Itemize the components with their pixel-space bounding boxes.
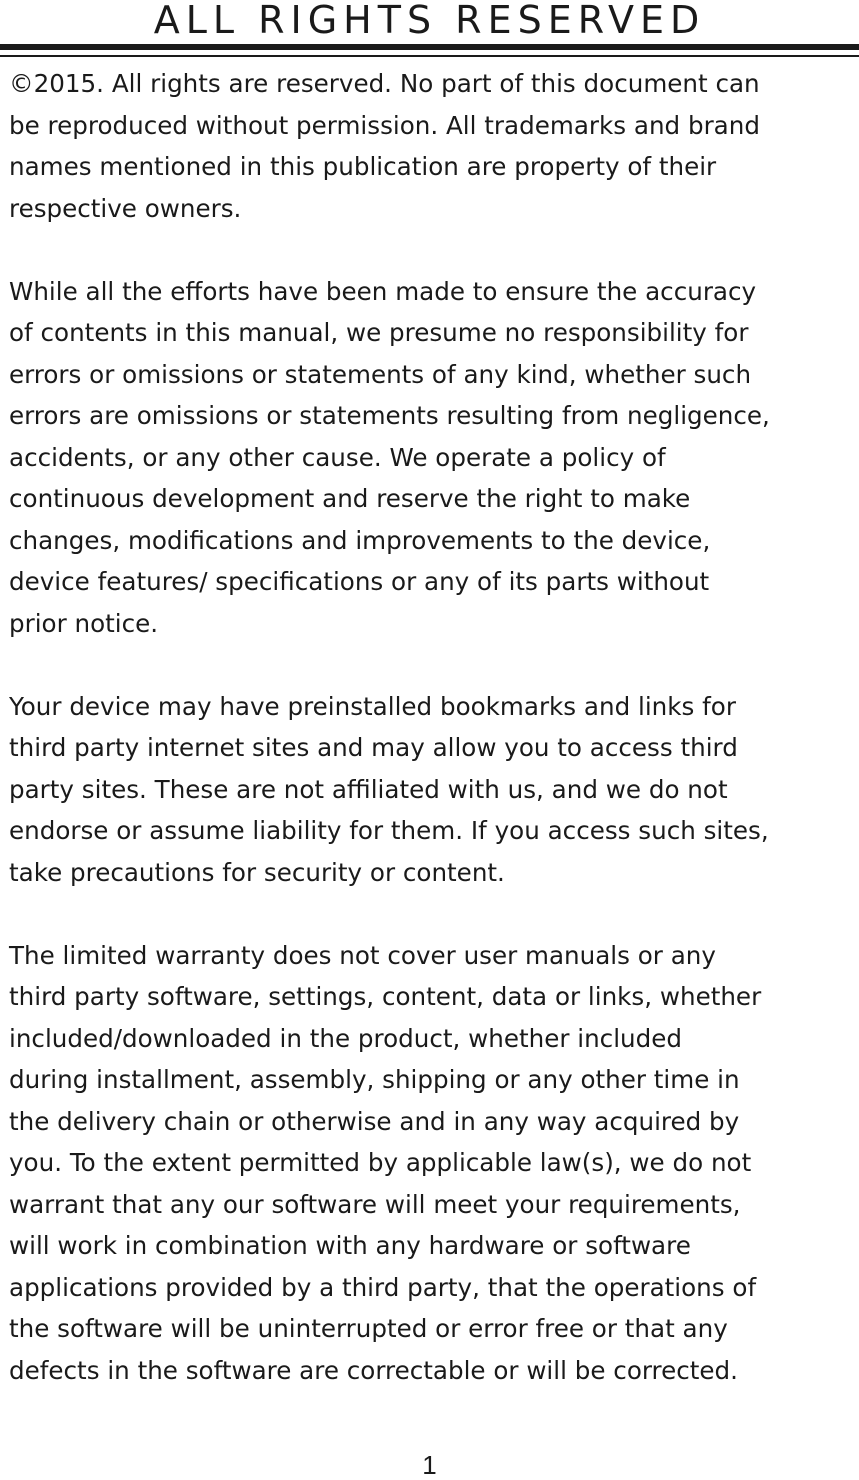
text-line: be reproduced without permission. All trademarks and brand (9, 110, 760, 140)
text-line: will work in combination with any hardware or software (9, 1231, 691, 1260)
text-line: prior notice. (9, 608, 159, 638)
text-line: continuous development and reserve the right to make (9, 484, 691, 513)
body-text (9, 63, 854, 1433)
text-line: during installment, assembly, shipping or any other time in (9, 1065, 740, 1094)
text-line: third party software, settings, content, data or links, whether (9, 982, 762, 1011)
text-line: endorse or assume liability for them. If you access such sites, (9, 816, 769, 845)
text-line: party sites. These are not affiliated with us, and we do not (9, 774, 728, 804)
paragraph-limited-warranty (9, 935, 854, 1392)
text-line: While all the efforts have been made to ensure the accuracy (9, 276, 757, 306)
text-line: names mentioned in this publication are property of their (9, 152, 717, 181)
page-title: ALL RIGHTS RESERVED (153, 0, 706, 42)
text-line: the delivery chain or otherwise and in any way acquired by (9, 1106, 740, 1136)
page-number: 1 (422, 1450, 437, 1480)
text-line: included/downloaded in the product, whether included (9, 1023, 682, 1053)
text-line: take precautions for security or content. (9, 857, 505, 887)
title-rule-thick (0, 44, 859, 50)
text-line: Your device may have preinstalled bookmarks and links for (9, 691, 736, 721)
text-line: device features/ specifications or any of its parts without (9, 567, 710, 596)
text-line: of contents in this manual, we presume no responsibility for (9, 318, 749, 347)
text-line: accidents, or any other cause. We operate a policy of (9, 442, 666, 472)
text-line: errors are omissions or statements resulting from negligence, (9, 401, 770, 430)
text-line: errors or omissions or statements of any kind, whether such (9, 359, 752, 389)
title-rule-thin (0, 55, 859, 57)
text-line: the software will be uninterrupted or error free or that any (9, 1314, 728, 1343)
text-line: ©2015. All rights are reserved. No part of this document can (9, 69, 760, 98)
text-line: third party internet sites and may allow you to access third (9, 733, 738, 762)
paragraph-copyright (9, 63, 854, 229)
paragraph-third-party-sites (9, 686, 854, 894)
text-line: you. To the extent permitted by applicable law(s), we do not (9, 1148, 752, 1177)
text-line: warrant that any our software will meet your requirements, (9, 1189, 741, 1219)
text-line: applications provided by a third party, that the operations of (9, 1272, 757, 1302)
text-line: changes, modifications and improvements to the device, (9, 525, 711, 555)
paragraph-disclaimer (9, 271, 854, 645)
text-line: respective owners. (9, 193, 242, 223)
text-line: The limited warranty does not cover user manuals or any (9, 940, 716, 970)
text-line: defects in the software are correctable or will be corrected. (9, 1355, 738, 1385)
